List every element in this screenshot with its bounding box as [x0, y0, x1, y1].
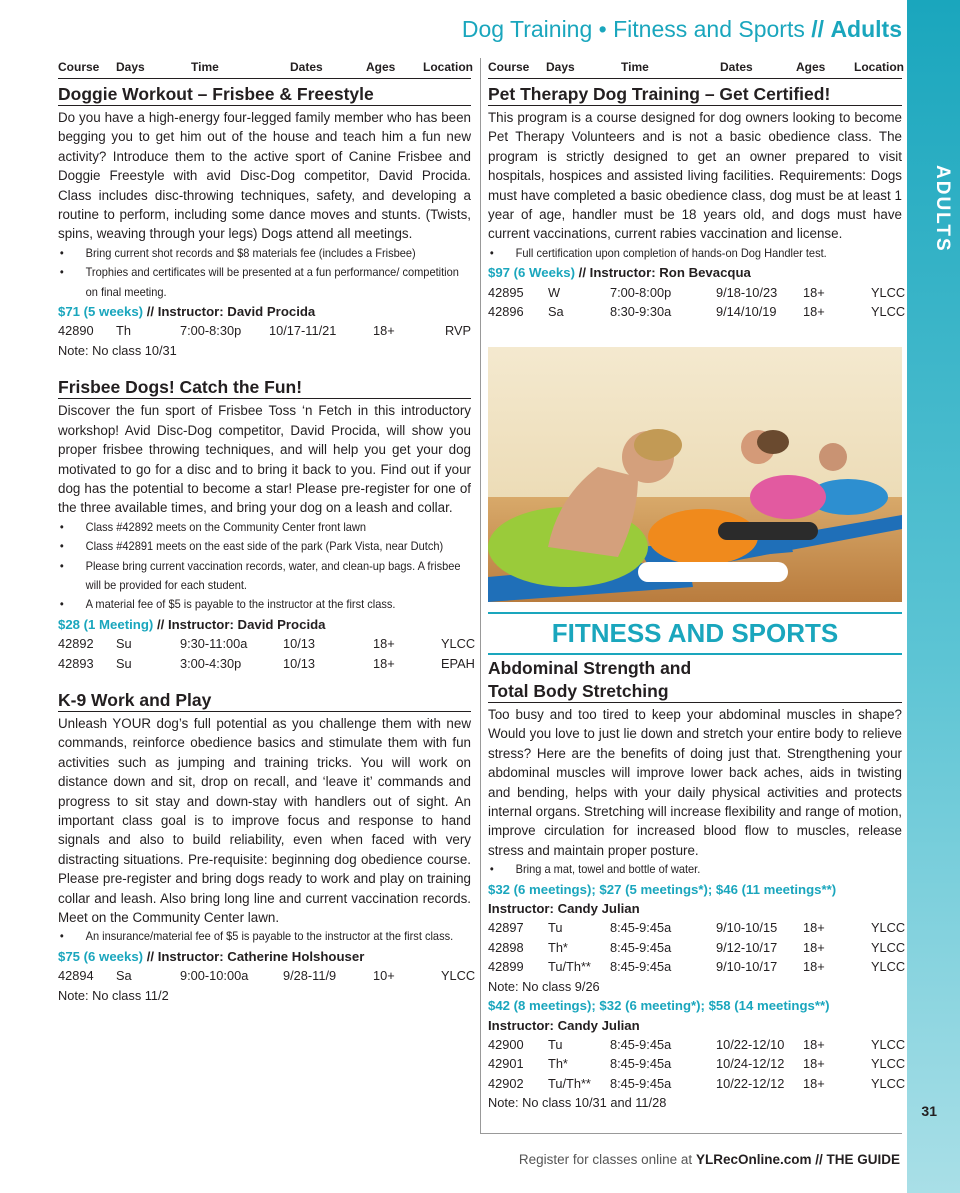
header-separator: // [811, 16, 825, 42]
th-location: Location [423, 59, 473, 74]
cell-course: 42896 [488, 304, 524, 320]
cell-days: Tu/Th** [548, 1075, 591, 1091]
bullet-item: • Please bring current vaccination records, water, and clean-up bags. A frisbee will be provided for each student. [58, 557, 468, 596]
cell-days: Sa [116, 968, 132, 984]
cell-location: YLCC [871, 1075, 906, 1091]
price-line [58, 947, 471, 966]
table-row [58, 321, 471, 340]
cell-dates: 10/22-12/12 [716, 1075, 785, 1091]
cell-ages: 18+ [803, 284, 825, 300]
cell-days: Th* [548, 1056, 568, 1072]
price-line [488, 263, 902, 282]
th-time: Time [191, 59, 219, 74]
table-header [488, 58, 902, 79]
instructor: Instructor: Candy Julian [488, 1017, 640, 1033]
cell-ages: 18+ [373, 655, 395, 671]
table-row [488, 1054, 906, 1073]
cell-location: YLCC [871, 939, 906, 955]
th-ages: Ages [366, 59, 396, 74]
th-course: Course [488, 59, 530, 74]
bullet-item: • An insurance/material fee of $5 is payable to the instructor at the first class. [58, 927, 468, 946]
cell-course: 42898 [488, 939, 524, 955]
table-row [488, 938, 906, 957]
cell-days: Su [116, 636, 132, 652]
cell-time: 7:00-8:00p [610, 284, 672, 300]
cell-time: 3:00-4:30p [180, 655, 242, 671]
course-title: Doggie Workout – Frisbee & Freestyle [58, 83, 471, 106]
th-days: Days [546, 59, 575, 74]
left-column [58, 58, 476, 1005]
cell-time: 7:00-8:30p [180, 323, 242, 339]
cell-dates: 9/10-10/17 [716, 959, 778, 975]
footer-divider [480, 1133, 902, 1134]
cell-dates: 10/22-12/10 [716, 1036, 785, 1052]
cell-dates: 10/24-12/12 [716, 1056, 785, 1072]
bullet-list [58, 927, 468, 946]
table-header [58, 58, 471, 79]
cell-course: 42902 [488, 1075, 524, 1091]
cell-time: 8:45-9:45a [610, 920, 672, 936]
cell-location: RVP [445, 323, 472, 339]
instructor: // Instructor: David Procida [156, 616, 326, 632]
course-note: Note: No class 9/26 [488, 978, 600, 994]
th-dates: Dates [720, 59, 753, 74]
th-ages: Ages [796, 59, 826, 74]
cell-course: 42894 [58, 968, 94, 984]
cell-time: 8:45-9:45a [610, 939, 672, 955]
course-note: Note: No class 10/31 [58, 342, 177, 358]
footer-guide: // THE GUIDE [815, 1152, 900, 1167]
cell-ages: 18+ [803, 1075, 825, 1091]
cell-days: W [548, 284, 561, 300]
cell-location: YLCC [871, 1036, 906, 1052]
course-description: Unleash YOUR dog’s full potential as you challenge them with new commands, reinforce obedience basics and stimulate them with fun activities such as jumping and training tricks. You will work on distance down and sit, drop on recall, and ‘leave it’ commands and progress to sit stay and down-stay with handlers out of sight. An important class goal is to improve focus and response to hand signals and also to build reliability, even when faced with very distracting situations. Pre-requisite: beginning dog obedience course. Please pre-register and bring dogs ready to work and play on training collar and leash. Also bring long line and current vaccination records. Meet on the Community Center lawn. [58, 715, 471, 926]
instructor: // Instructor: David Procida [146, 304, 316, 320]
header-section: Dog Training • Fitness and Sports [461, 16, 805, 42]
cell-days: Th [116, 323, 131, 339]
cell-time: 8:45-9:45a [610, 1036, 672, 1052]
course-note: Note: No class 11/2 [58, 987, 169, 1003]
cell-dates: 9/14/10/19 [716, 304, 777, 320]
course-description: Do you have a high-energy four-legged family member who has been begging you to get him out of the house and teach him a fun new activity? Introduce them to the active sport of Canine Frisbee and Doggie Freestyle with avid Disc-Dog competitor, David Procida. Class includes disc-throwing techniques, safety, and developing a routine to perform, including some dance moves and stunts. (Twists, spins, weaving through your legs) Dogs attend all meetings. [58, 110, 471, 242]
footer-site-link[interactable]: YLRecOnline.com [695, 1152, 812, 1167]
course-description: Too busy and too tired to keep your abdominal muscles in shape? Would you love to just lie down and stretch your entire body to relieve stress? Here are the benefits of doing just that. Strengthening your abdominal muscles will improve lower back aches, aids in twisting and bending, helps with your daily physical activities and protects internal organs. Stretching will increase flexibility and range of motion, improve circulation for increased blood flow to muscles, release stress and maintain proper posture. [488, 707, 902, 858]
bullet-item: • A material fee of $5 is payable to the instructor at the first class. [58, 595, 468, 614]
cell-location: YLCC [871, 1056, 906, 1072]
page-header [462, 16, 902, 43]
instructor: Instructor: Candy Julian [488, 901, 640, 917]
bullet-list [58, 518, 468, 615]
table-row [488, 1035, 906, 1054]
bullet-item: • Class #42892 meets on the Community Center front lawn [58, 518, 468, 537]
cell-course: 42900 [488, 1036, 524, 1052]
course-note: Note: No class 10/31 and 11/28 [488, 1095, 667, 1111]
th-course: Course [58, 59, 100, 74]
cell-ages: 10+ [373, 968, 395, 984]
th-dates: Dates [290, 59, 323, 74]
cell-location: YLCC [871, 959, 906, 975]
bullet-list [488, 244, 899, 263]
course-description: Discover the fun sport of Frisbee Toss ‘n Fetch in this introductory workshop! Avid Disc-Dog competitor, David Procida, will show you proper frisbee throwing techniques, and will help you get your dog motivated to go for a disc and to bring it back to you. Find out if your dog has the potential to become a star! Please pre-register for one of the three available times, and bring your dog on a leash and collar. [58, 403, 471, 516]
bullet-list [58, 244, 468, 302]
right-column [488, 58, 906, 321]
cell-ages: 18+ [373, 636, 395, 652]
fitness-photo-illustration [488, 347, 902, 602]
instructor: // Instructor: Catherine Holshouser [146, 948, 365, 964]
cell-time: 9:30-11:00a [180, 636, 248, 652]
course-title: Frisbee Dogs! Catch the Fun! [58, 376, 471, 399]
table-row [488, 1074, 906, 1093]
course-doggie-workout [58, 83, 471, 360]
cell-dates: 9/12-10/17 [716, 939, 778, 955]
cell-dates: 10/17-11/21 [269, 323, 337, 339]
table-row [58, 966, 476, 985]
cell-days: Su [116, 655, 132, 671]
footer-text: Register for classes online at [518, 1152, 693, 1167]
bullet-item: • Trophies and certificates will be presented at a fun performance/ competition on final meeting. [58, 263, 468, 302]
cell-days: Tu [548, 1036, 563, 1052]
cell-course: 42901 [488, 1056, 524, 1072]
table-row [488, 283, 906, 302]
cell-course: 42897 [488, 920, 524, 936]
cell-course: 42892 [58, 636, 94, 652]
course-title-line1: Abdominal Strength and [488, 658, 692, 678]
price-line [58, 615, 471, 634]
bullet-item: • Bring current shot records and $8 materials fee (includes a Frisbee) [58, 244, 468, 263]
instructor: // Instructor: Ron Bevacqua [578, 265, 751, 281]
price: $75 (6 weeks) [58, 948, 144, 964]
cell-location: YLCC [441, 968, 476, 984]
cell-course: 42899 [488, 959, 524, 975]
course-abdominal-strength [488, 656, 906, 1113]
cell-ages: 18+ [803, 304, 825, 320]
column-divider [480, 58, 481, 1133]
course-pet-therapy [488, 83, 906, 321]
cell-location: YLCC [871, 284, 906, 300]
cell-days: Sa [548, 304, 564, 320]
course-frisbee-dogs [58, 376, 476, 673]
section-title-fitness: FITNESS AND SPORTS [488, 612, 902, 655]
cell-time: 8:30-9:30a [610, 304, 672, 320]
price-line: $32 (6 meetings); $27 (5 meetings*); $46 (11 meetings**) [488, 881, 837, 897]
cell-days: Tu/Th** [548, 959, 591, 975]
cell-days: Tu [548, 920, 563, 936]
cell-ages: 18+ [803, 939, 825, 955]
cell-course: 42895 [488, 284, 524, 300]
bullet-item: • Full certification upon completion of hands-on Dog Handler test. [488, 244, 899, 263]
price: $71 (5 weeks) [58, 304, 144, 320]
bullet-list [488, 860, 899, 879]
table-row [488, 918, 906, 937]
cell-location: EPAH [441, 655, 475, 671]
bullet-item: • Class #42891 meets on the east side of the park (Park Vista, near Dutch) [58, 537, 468, 556]
course-description: This program is a course designed for dog owners looking to become Pet Therapy Volunteers and is not a basic obedience class. The program is strictly designed to get an owner prepared to visit hospitals, hospices and assisted living facilities. Requirements: Dogs must have completed a basic obedience class, dog must be at least 1 year of age, handler must be 18 years old, and dogs must have current vaccinations, current rabies vaccination and license. [488, 110, 902, 242]
bullet-item: • Bring a mat, towel and bottle of water. [488, 860, 899, 879]
th-location: Location [854, 59, 904, 74]
th-days: Days [116, 59, 145, 74]
cell-time: 9:00-10:00a [180, 968, 249, 984]
side-section-label: ADULTS [932, 165, 953, 253]
cell-location: YLCC [441, 636, 476, 652]
cell-location: YLCC [871, 304, 906, 320]
th-time: Time [621, 59, 649, 74]
cell-course: 42893 [58, 655, 94, 671]
course-k9-work-and-play [58, 689, 476, 1005]
cell-dates: 9/18-10/23 [716, 284, 778, 300]
cell-dates: 9/28-11/9 [283, 968, 337, 984]
course-title-line2: Total Body Stretching [488, 680, 902, 703]
page-number: 31 [921, 1103, 937, 1119]
cell-ages: 18+ [373, 323, 395, 339]
cell-ages: 18+ [803, 1036, 825, 1052]
cell-ages: 18+ [803, 959, 825, 975]
table-row [58, 634, 476, 653]
cell-dates: 10/13 [283, 655, 316, 671]
fitness-photo [488, 347, 902, 602]
course-title: K-9 Work and Play [58, 689, 471, 712]
price-line [58, 302, 471, 321]
price: $28 (1 Meeting) [58, 616, 154, 632]
cell-days: Th* [548, 939, 568, 955]
table-row [58, 654, 475, 673]
cell-ages: 18+ [803, 1056, 825, 1072]
cell-time: 8:45-9:45a [610, 1056, 672, 1072]
course-title: Pet Therapy Dog Training – Get Certified! [488, 83, 902, 106]
price-line: $42 (8 meetings); $32 (6 meeting*); $58 (14 meetings**) [488, 998, 830, 1014]
cell-dates: 9/10-10/15 [716, 920, 778, 936]
page-footer [519, 1152, 900, 1167]
header-audience: Adults [830, 16, 902, 42]
cell-location: YLCC [871, 920, 906, 936]
cell-course: 42890 [58, 323, 94, 339]
price: $97 (6 Weeks) [488, 265, 575, 281]
table-row [488, 957, 906, 976]
cell-time: 8:45-9:45a [610, 959, 672, 975]
table-row [488, 302, 906, 321]
cell-dates: 10/13 [283, 636, 316, 652]
cell-time: 8:45-9:45a [610, 1075, 672, 1091]
cell-ages: 18+ [803, 920, 825, 936]
